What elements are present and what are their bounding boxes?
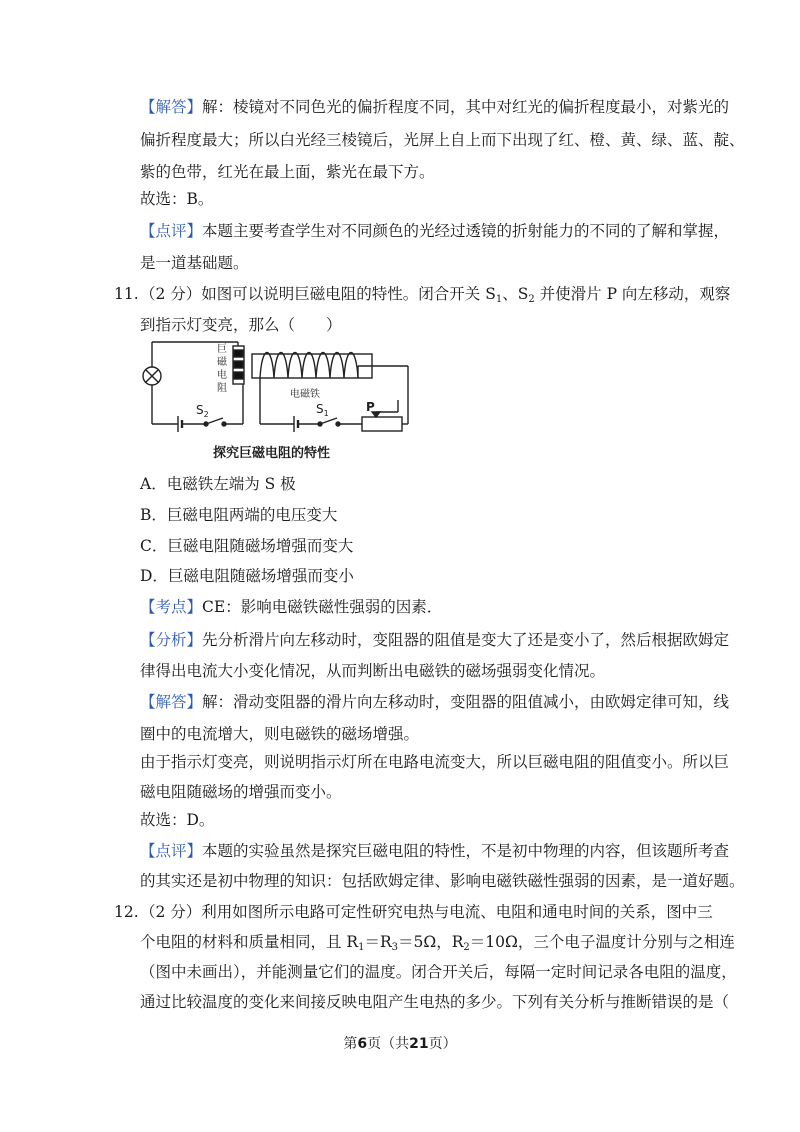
q10-comment-line-1: 【点评】本题主要考查学生对不同颜色的光经过透镜的折射能力的不同的了解和掌握， (140, 222, 730, 240)
s1-label: $S_1$ (316, 402, 329, 418)
answer-tag: 【解答】 (140, 693, 203, 711)
page-number: 6 (357, 1036, 368, 1052)
s2-label: $S_2$ (196, 403, 209, 419)
q11-comment-line-2: 的其实还是初中物理的知识：包括欧姆定律、影响电磁铁磁性强弱的因素，是一道好题。 (140, 872, 745, 890)
electromagnet-label: 电磁铁 (290, 389, 320, 400)
comment-tag: 【点评】 (140, 842, 203, 860)
q11-answer-line-2: 圈中的电流增大，则电磁铁的磁场增强。 (140, 725, 420, 743)
figure-caption: 探究巨磁电阻的特性 (213, 446, 331, 461)
q11-answer-line-3: 由于指示灯变亮，则说明指示灯所在电路电流变大，所以巨磁电阻的阻值变小。所以巨 (140, 753, 730, 771)
electromagnet-core (252, 354, 372, 378)
q12-line-2: 个电阻的材料和质量相同，且 $R_1=R_3=5\Omega$，$R_2=10\Omega$，三个电子温度计分别与之相连 (140, 933, 735, 953)
gmr-label-char: 电 (217, 370, 227, 381)
q12-line-1: （2 分）利用如图所示电路可定性研究电热与电流、电阻和通电时间的关系，图中三 (140, 903, 713, 921)
q10-choice: 故选：B。 (140, 190, 214, 208)
rheostat (362, 417, 402, 431)
q10-comment-line-2: 是一道基础题。 (140, 254, 249, 272)
switch-s1-blade (320, 418, 337, 424)
option-c: C．巨磁电阻随磁场增强而变大 (140, 537, 354, 555)
q10-answer-line-3: 紫的色带，红光在最上面，紫光在最下方。 (140, 163, 435, 181)
option-b: B．巨磁电阻两端的电压变大 (140, 506, 338, 524)
q10-answer-line-1: 【解答】解：棱镜对不同色光的偏折程度不同，其中对红光的偏折程度最小，对紫光的 (140, 98, 730, 116)
gmr-label-char: 磁 (217, 357, 227, 368)
q11-answer-line-1: 【解答】解：滑动变阻器的滑片向左移动时，变阻器的阻值减小，由欧姆定律可知，线 (140, 693, 730, 711)
q11-point: 【考点】CE：影响电磁铁磁性强弱的因素． (140, 598, 443, 616)
option-a: A．电磁铁左端为 S 极 (140, 475, 296, 493)
q11-stem-line-2: 到指示灯变亮，那么（ ） (140, 316, 342, 334)
q11-choice: 故选：D。 (140, 811, 215, 829)
gmr-label-char: 巨 (217, 344, 227, 355)
answer-tag: 【解答】 (140, 98, 203, 116)
q12-line-4: 通过比较温度的变化来间接反映电阻产生电热的多少。下列有关分析与推断错误的是（ (140, 993, 730, 1011)
q11-analysis-line-2: 律得出电流大小变化情况，从而判断出电磁铁的磁场强弱变化情况。 (140, 662, 606, 680)
p-label: P (366, 400, 375, 414)
option-d: D．巨磁电阻随磁场增强而变小 (140, 567, 354, 585)
comment-tag: 【点评】 (140, 222, 203, 240)
gmr-label-char: 阻 (217, 383, 227, 394)
q11-number: 11. (114, 285, 139, 303)
q11-answer-line-4: 磁电阻随磁场的增强而变小。 (140, 783, 342, 801)
page-footer: 第6页（共21页） (343, 1036, 457, 1052)
q10-answer-line-2: 偏折程度最大；所以白光经三棱镜后，光屏上自上而下出现了红、橙、黄、绿、蓝、靛、 (140, 131, 745, 149)
analysis-tag: 【分析】 (140, 631, 203, 649)
coil (260, 353, 358, 379)
q11-comment-line-1: 【点评】本题的实验虽然是探究巨磁电阻的特性，不是初中物理的内容，但该题所考查 (140, 842, 730, 860)
q11-analysis-line-1: 【分析】先分析滑片向左移动时，变阻器的阻值是变大了还是变小了，然后根据欧姆定 (140, 631, 730, 649)
q11-stem-line-1: （2 分）如图可以说明巨磁电阻的特性。闭合开关 $S_1$、$S_2$ 并使滑片 P 向左移动，观察 (140, 285, 731, 305)
q12-line-3: （图中未画出），并能测量它们的温度。闭合开关后，每隔一定时间记录各电阻的温度， (140, 963, 737, 981)
point-tag: 【考点】 (140, 598, 203, 616)
q12-number: 12. (114, 903, 139, 921)
total-pages: 21 (409, 1036, 429, 1052)
